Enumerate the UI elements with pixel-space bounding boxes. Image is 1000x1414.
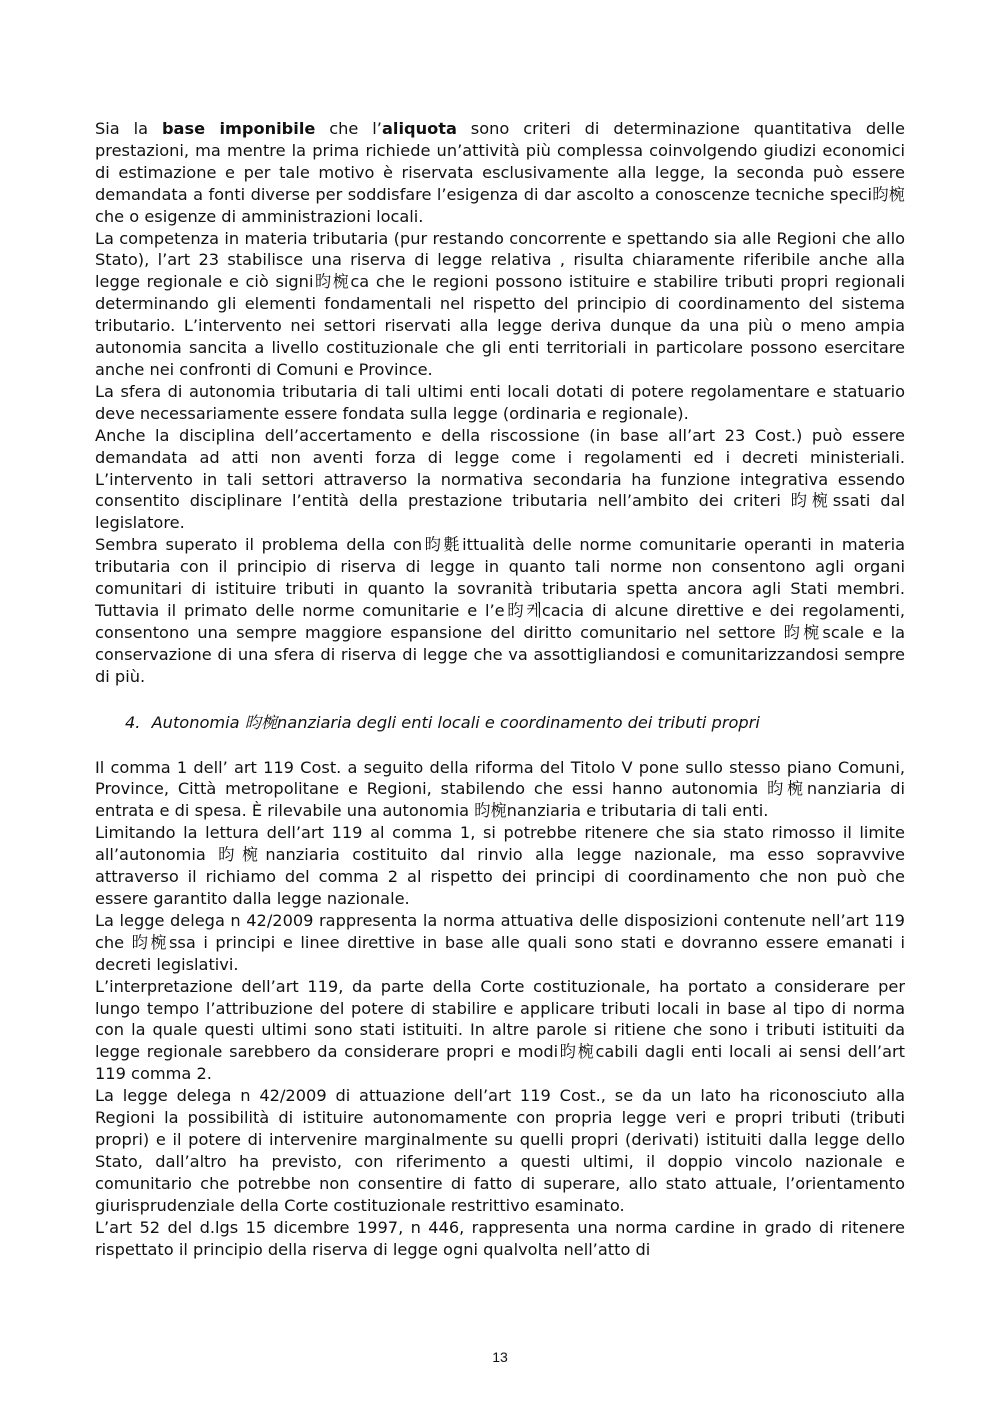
document-body xyxy=(95,118,905,1260)
paragraph-3: La sfera di autonomia tributaria di tali ultimi enti locali dotati di potere regolamentare e statuario deve necessariamente essere fondata sulla legge (ordinaria e regionale). xyxy=(95,381,905,423)
term-aliquota: aliquota xyxy=(381,119,457,138)
paragraph-6: Il comma 1 dell’ art 119 Cost. a seguito della riforma del Titolo V pone sullo stesso piano Comuni, Province, Città metropolitane e Regioni, stabilendo che essi hanno autonomia 昀椀nanziaria di entrata e di spesa. È rilevabile una autonomia 昀椀nanziaria e tributaria di tali enti. xyxy=(95,757,905,821)
paragraph-7: Limitando la lettura dell’art 119 al comma 1, si potrebbe ritenere che sia stato rimosso il limite all’autonomia 昀椀nanziaria costituito dal rinvio alla legge nazionale, ma esso sopravvive attraverso il richiamo del comma 2 al rispetto dei principi di coordinamento che non può che essere garantito dalla legge nazionale. xyxy=(95,823,905,908)
paragraph-8: La legge delega n 42/2009 rappresenta la norma attuativa delle disposizioni contenute nell’art 119 che 昀椀ssa i principi e linee direttive in base alle quali sono stati e dovranno essere emanati i decreti legislativi. xyxy=(95,910,905,974)
paragraph-2: La competenza in materia tributaria (pur restando concorrente e spettando sia alle Regioni che allo Stato), l’art 23 stabilisce una riserva di legge relativa , risulta chiaramente riferibile anche alla legge regionale e ciò signi昀椀ca che le regioni possono istituire e stabilire tributi propri regionali determinando gli elementi fondamentali nel rispetto del principio di coordinamento del sistema tributario. L’intervento nei settori riservati alla legge deriva dunque da una più o meno ampia autonomia sancita a livello costituzionale che gli enti territoriali in particolare possono esercitare anche nei confronti di Comuni e Province. xyxy=(95,228,905,379)
section-number: 4. xyxy=(125,712,141,732)
paragraph-1-text-a: Sia la xyxy=(95,119,162,138)
page-number: 13 xyxy=(492,1349,508,1365)
section-heading xyxy=(125,712,905,734)
paragraph-9: L’interpretazione dell’art 119, da parte della Corte costituzionale, ha portato a considerare per lungo tempo l’attribuzione del potere di stabilire e applicare tributi locali in base al tipo di norma con la quale questi ultimi sono stati istituiti. In altre parole si ritiene che sono i tributi istituiti da legge regionale sarebbero da considerare propri e modi昀椀cabili dagli enti locali ai sensi dell’art 119 comma 2. xyxy=(95,976,905,1084)
paragraph-1-text-b: che l’ xyxy=(315,119,382,138)
paragraph-10: La legge delega n 42/2009 di attuazione dell’art 119 Cost., se da un lato ha riconosciuto alla Regioni la possibilità di istituire autonomamente con propria legge veri e propri tributi (tributi propri) e il potere di intervenire marginalmente su quelli propri (derivati) istituiti dalla legge dello Stato, dall’altro ha previsto, con riferimento a questi ultimi, il doppio vincolo nazionale e comunitario che potrebbe non consentire di fatto di superare, allo stato attuale, l’orientamento giurisprudenziale della Corte costituzionale restrittivo esaminato. xyxy=(95,1086,905,1215)
paragraph-5: Sembra superato il problema della con昀氀ittualità delle norme comunitarie operanti in materia tributaria con il principio di riserva di legge in quanto tali norme non consentono agli organi comunitari di istituire tributi in quanto la sovranità tributaria spetta ancora agli Stati membri. Tuttavia il primato delle norme comunitarie e l’e昀케cacia di alcune direttive e dei regolamenti, consentono una sempre maggiore espansione del diritto comunitario nel settore 昀椀scale e la conservazione di una sfera di riserva di legge che va assottigliandosi e comunitarizzandosi sempre di più. xyxy=(95,535,905,686)
paragraph-1-text-c: sono criteri di determinazione quantitativa delle prestazioni, ma mentre la prima richiede un’attività più complessa coinvolgendo giudizi economici di estimazione e per tale motivo è riservata esclusivamente alla legge, la seconda può essere demandata a fonti diverse per soddisfare l’esigenza di dar ascolto a conoscenze tecniche speci昀椀che o esigenze di amministrazioni locali. xyxy=(95,119,906,226)
paragraph-11: L’art 52 del d.lgs 15 dicembre 1997, n 446, rappresenta una norma cardine in grado di ritenere rispettato il principio della riserva di legge ogni qualvolta nell’atto di xyxy=(95,1217,905,1259)
term-base-imponibile: base imponibile xyxy=(161,119,316,138)
paragraph-1 xyxy=(95,118,905,228)
section-title: Autonomia 昀椀nanziaria degli enti locali e coordinamento dei tributi propri xyxy=(151,712,760,732)
paragraph-4: Anche la disciplina dell’accertamento e della riscossione (in base all’art 23 Cost.) può essere demandata ad atti non aventi forza di legge come i regolamenti ed i decreti ministeriali. L’intervento in tali settori attraverso la normativa secondaria ha funzione integrativa essendo consentito disciplinare l’entità della prestazione tributaria nell’ambito dei criteri 昀椀ssati dal legislatore. xyxy=(95,425,905,533)
